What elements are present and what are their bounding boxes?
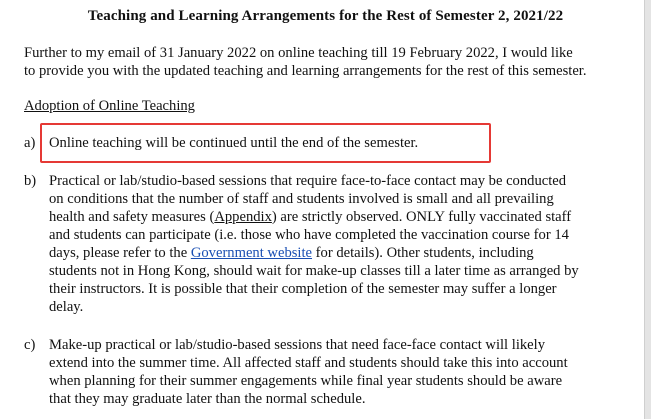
item-b-line-5-pre: days, please refer to the xyxy=(49,245,191,261)
item-b-line-3-pre: health and safety measures ( xyxy=(49,209,215,225)
item-c-marker: c) xyxy=(24,337,36,353)
intro-line-2: to provide you with the updated teaching and learning arrangements for the rest of this semester. xyxy=(24,63,587,79)
intro-line-1: Further to my email of 31 January 2022 on online teaching till 19 February 2022, I would like xyxy=(24,45,573,61)
item-b-line-8: delay. xyxy=(49,299,84,315)
item-b-marker: b) xyxy=(24,173,37,189)
item-b-line-2-text: on conditions that the number of staff and students involved is small and all prevailing xyxy=(49,191,554,207)
item-b-line-5-post: for details). Other students, including xyxy=(312,245,534,261)
document-title: Teaching and Learning Arrangements for the Rest of Semester 2, 2021/22 xyxy=(87,8,564,24)
section-heading: Adoption of Online Teaching xyxy=(24,98,195,114)
item-a-marker: a) xyxy=(24,135,36,151)
viewer-edge xyxy=(644,0,651,419)
item-b-line-7: their instructors. It is possible that their completion of the semester may suffer a longer xyxy=(49,281,557,297)
item-b-line-3 xyxy=(49,208,623,226)
item-c-text xyxy=(49,336,623,408)
appendix-link[interactable]: Appendix xyxy=(214,209,272,225)
item-c-line-4: that they may graduate later than the normal schedule. xyxy=(49,391,366,407)
item-b-line-2 xyxy=(49,190,623,208)
item-c-line-3: when planning for their summer engagements while final year students should be aware xyxy=(49,373,563,389)
highlight-box xyxy=(40,123,491,163)
intro-paragraph xyxy=(24,44,640,80)
item-b-text xyxy=(49,172,623,316)
government-website-link[interactable]: Government website xyxy=(190,245,313,261)
item-b-line-6: students not in Hong Kong, should wait for make-up classes till a later time as arranged by xyxy=(49,263,579,279)
item-b-line-1 xyxy=(49,172,623,190)
item-b-line-1-text: Practical or lab/studio-based sessions that require face-to-face contact may be conducted xyxy=(49,173,567,189)
item-c-line-1: Make-up practical or lab/studio-based sessions that need face-face contact will likely xyxy=(49,337,545,353)
item-b-line-5 xyxy=(49,244,623,262)
item-c-line-2: extend into the summer time. All affected staff and students should take this into account xyxy=(49,355,568,371)
item-b-line-4: and students can participate (i.e. those who have completed the vaccination course for 14 xyxy=(49,227,569,243)
item-b-line-3-post: ) are strictly observed. ONLY fully vaccinated staff xyxy=(271,209,572,225)
item-a-line: Online teaching will be continued until the end of the semester. xyxy=(49,135,419,151)
